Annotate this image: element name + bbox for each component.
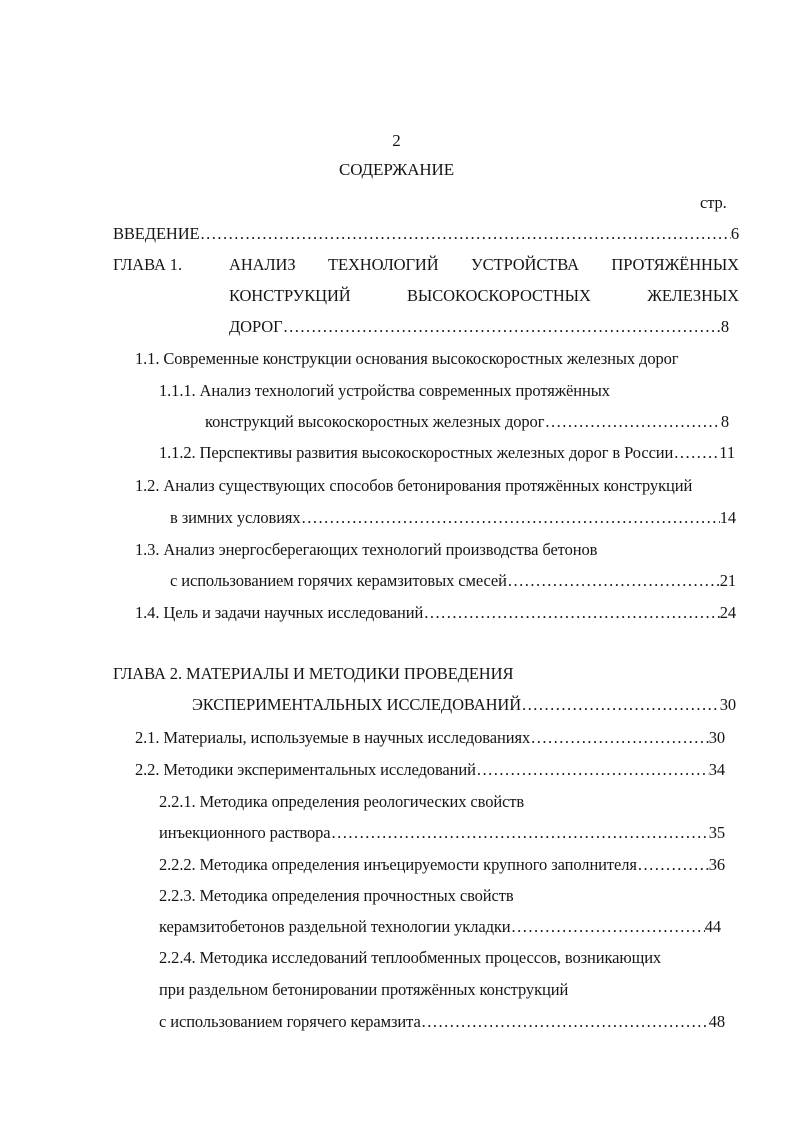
page-column-label: стр. (700, 193, 727, 212)
page-number: 2 (392, 131, 401, 150)
toc-entry-2-2-1-line1: 2.2.1. Методика определения реологических свойств (159, 792, 525, 811)
toc-entry-1-1-1-line1: 1.1.1. Анализ технологий устройства современных протяжённых (159, 381, 610, 400)
toc-entry-chapter1 (229, 317, 729, 337)
toc-entry-page: 36 (708, 855, 725, 874)
toc-entry-1-1: 1.1. Современные конструкции основания высокоскоростных железных дорог (135, 349, 679, 368)
toc-entry-1-1-2 (159, 443, 735, 463)
toc-entry-2-2-4-line2: при раздельном бетонировании протяжённых конструкций (159, 980, 569, 999)
toc-entry-title: с использованием горячего керамзита (159, 1012, 421, 1031)
chapter-title-word: КОНСТРУКЦИЙ (229, 286, 351, 305)
toc-entry-title: ДОРОГ (229, 317, 283, 336)
toc-entry-page: 6 (730, 224, 739, 243)
page-title: СОДЕРЖАНИЕ (338, 160, 455, 179)
chapter-label: ГЛАВА 1. (113, 255, 182, 274)
chapter-title-line (229, 255, 739, 275)
toc-entry-2-2-4-line1: 2.2.4. Методика исследований теплообменных процессов, возникающих (159, 948, 662, 967)
chapter-title-word: АНАЛИЗ (229, 255, 296, 274)
chapter-title-word: ЖЕЛЕЗНЫХ (647, 286, 739, 305)
toc-entry-page: 48 (708, 1012, 725, 1031)
toc-entry-2-2-3-line1: 2.2.3. Методика определения прочностных свойств (159, 886, 514, 905)
toc-entry-1-3-line1: 1.3. Анализ энергосберегающих технологий производства бетонов (135, 540, 598, 559)
toc-entry-page: 30 (719, 695, 736, 714)
toc-leader (637, 855, 709, 875)
chapter2-title-line1: ГЛАВА 2. МАТЕРИАЛЫ И МЕТОДИКИ ПРОВЕДЕНИЯ (113, 664, 514, 683)
toc-entry-chapter2 (192, 695, 736, 715)
toc-entry-title: инъекционного раствора (159, 823, 331, 842)
toc-entry-page: 21 (719, 571, 736, 590)
toc-entry-title: с использованием горячих керамзитовых смесей (170, 571, 507, 590)
toc-entry-title: ЭКСПЕРИМЕНТАЛЬНЫХ ИССЛЕДОВАНИЙ (192, 695, 522, 714)
toc-leader (507, 571, 720, 591)
toc-entry-title: конструкций высокоскоростных железных дорог (205, 412, 545, 431)
chapter-title-line (229, 286, 739, 306)
toc-entry-title: 2.2. Методики экспериментальных исследований (135, 760, 476, 779)
toc-entry-title: 1.1.2. Перспективы развития высокоскоростных железных дорог в России (159, 443, 674, 462)
toc-leader (521, 695, 720, 715)
toc-entry-page: 8 (720, 317, 729, 336)
toc-leader (423, 603, 719, 623)
toc-entry-1-1-1 (205, 412, 729, 432)
toc-leader (511, 917, 705, 937)
toc-entry-page: 44 (704, 917, 721, 936)
toc-entry-2-1 (135, 728, 725, 748)
toc-leader (673, 443, 719, 463)
toc-entry-2-2 (135, 760, 725, 780)
toc-leader (301, 508, 720, 528)
toc-entry-2-2-2 (159, 855, 725, 875)
toc-leader (283, 317, 721, 337)
toc-entry-title: в зимних условиях (170, 508, 301, 527)
toc-entry-title: ВВЕДЕНИЕ (113, 224, 200, 243)
toc-entry-page: 34 (708, 760, 725, 779)
toc-leader (476, 760, 709, 780)
chapter-title-word: ТЕХНОЛОГИЙ (327, 255, 439, 274)
toc-entry-title: 2.1. Материалы, используемые в научных исследованиях (135, 728, 531, 747)
toc-entry-1-4 (135, 603, 736, 623)
toc-leader (200, 224, 731, 244)
toc-entry-title: 1.4. Цель и задачи научных исследований (135, 603, 424, 622)
chapter-title-word: ВЫСОКОСКОРОСТНЫХ (407, 286, 591, 305)
toc-entry-page: 35 (708, 823, 725, 842)
toc-entry-page: 11 (719, 443, 735, 462)
toc-entry-2-2-4 (159, 1012, 725, 1032)
chapter-title-word: УСТРОЙСТВА (471, 255, 579, 274)
toc-entry-page: 14 (719, 508, 736, 527)
toc-leader (421, 1012, 709, 1032)
toc-entry-page: 24 (719, 603, 736, 622)
toc-entry-page: 8 (720, 412, 729, 431)
toc-entry-2-2-1 (159, 823, 725, 843)
toc-leader (530, 728, 709, 748)
toc-entry-1-2-line1: 1.2. Анализ существующих способов бетонирования протяжённых конструкций (135, 476, 693, 495)
toc-entry-1-2 (170, 508, 736, 528)
toc-entry-page: 30 (708, 728, 725, 747)
toc-entry-title: 2.2.2. Методика определения инъецируемости крупного заполнителя (159, 855, 637, 874)
toc-entry-title: керамзитобетонов раздельной технологии укладки (159, 917, 511, 936)
toc-entry-2-2-3 (159, 917, 721, 937)
toc-entry-intro (113, 224, 739, 244)
chapter-title-word: ПРОТЯЖЁННЫХ (611, 255, 739, 274)
toc-leader (544, 412, 720, 432)
toc-entry-1-3 (170, 571, 736, 591)
toc-leader (331, 823, 709, 843)
